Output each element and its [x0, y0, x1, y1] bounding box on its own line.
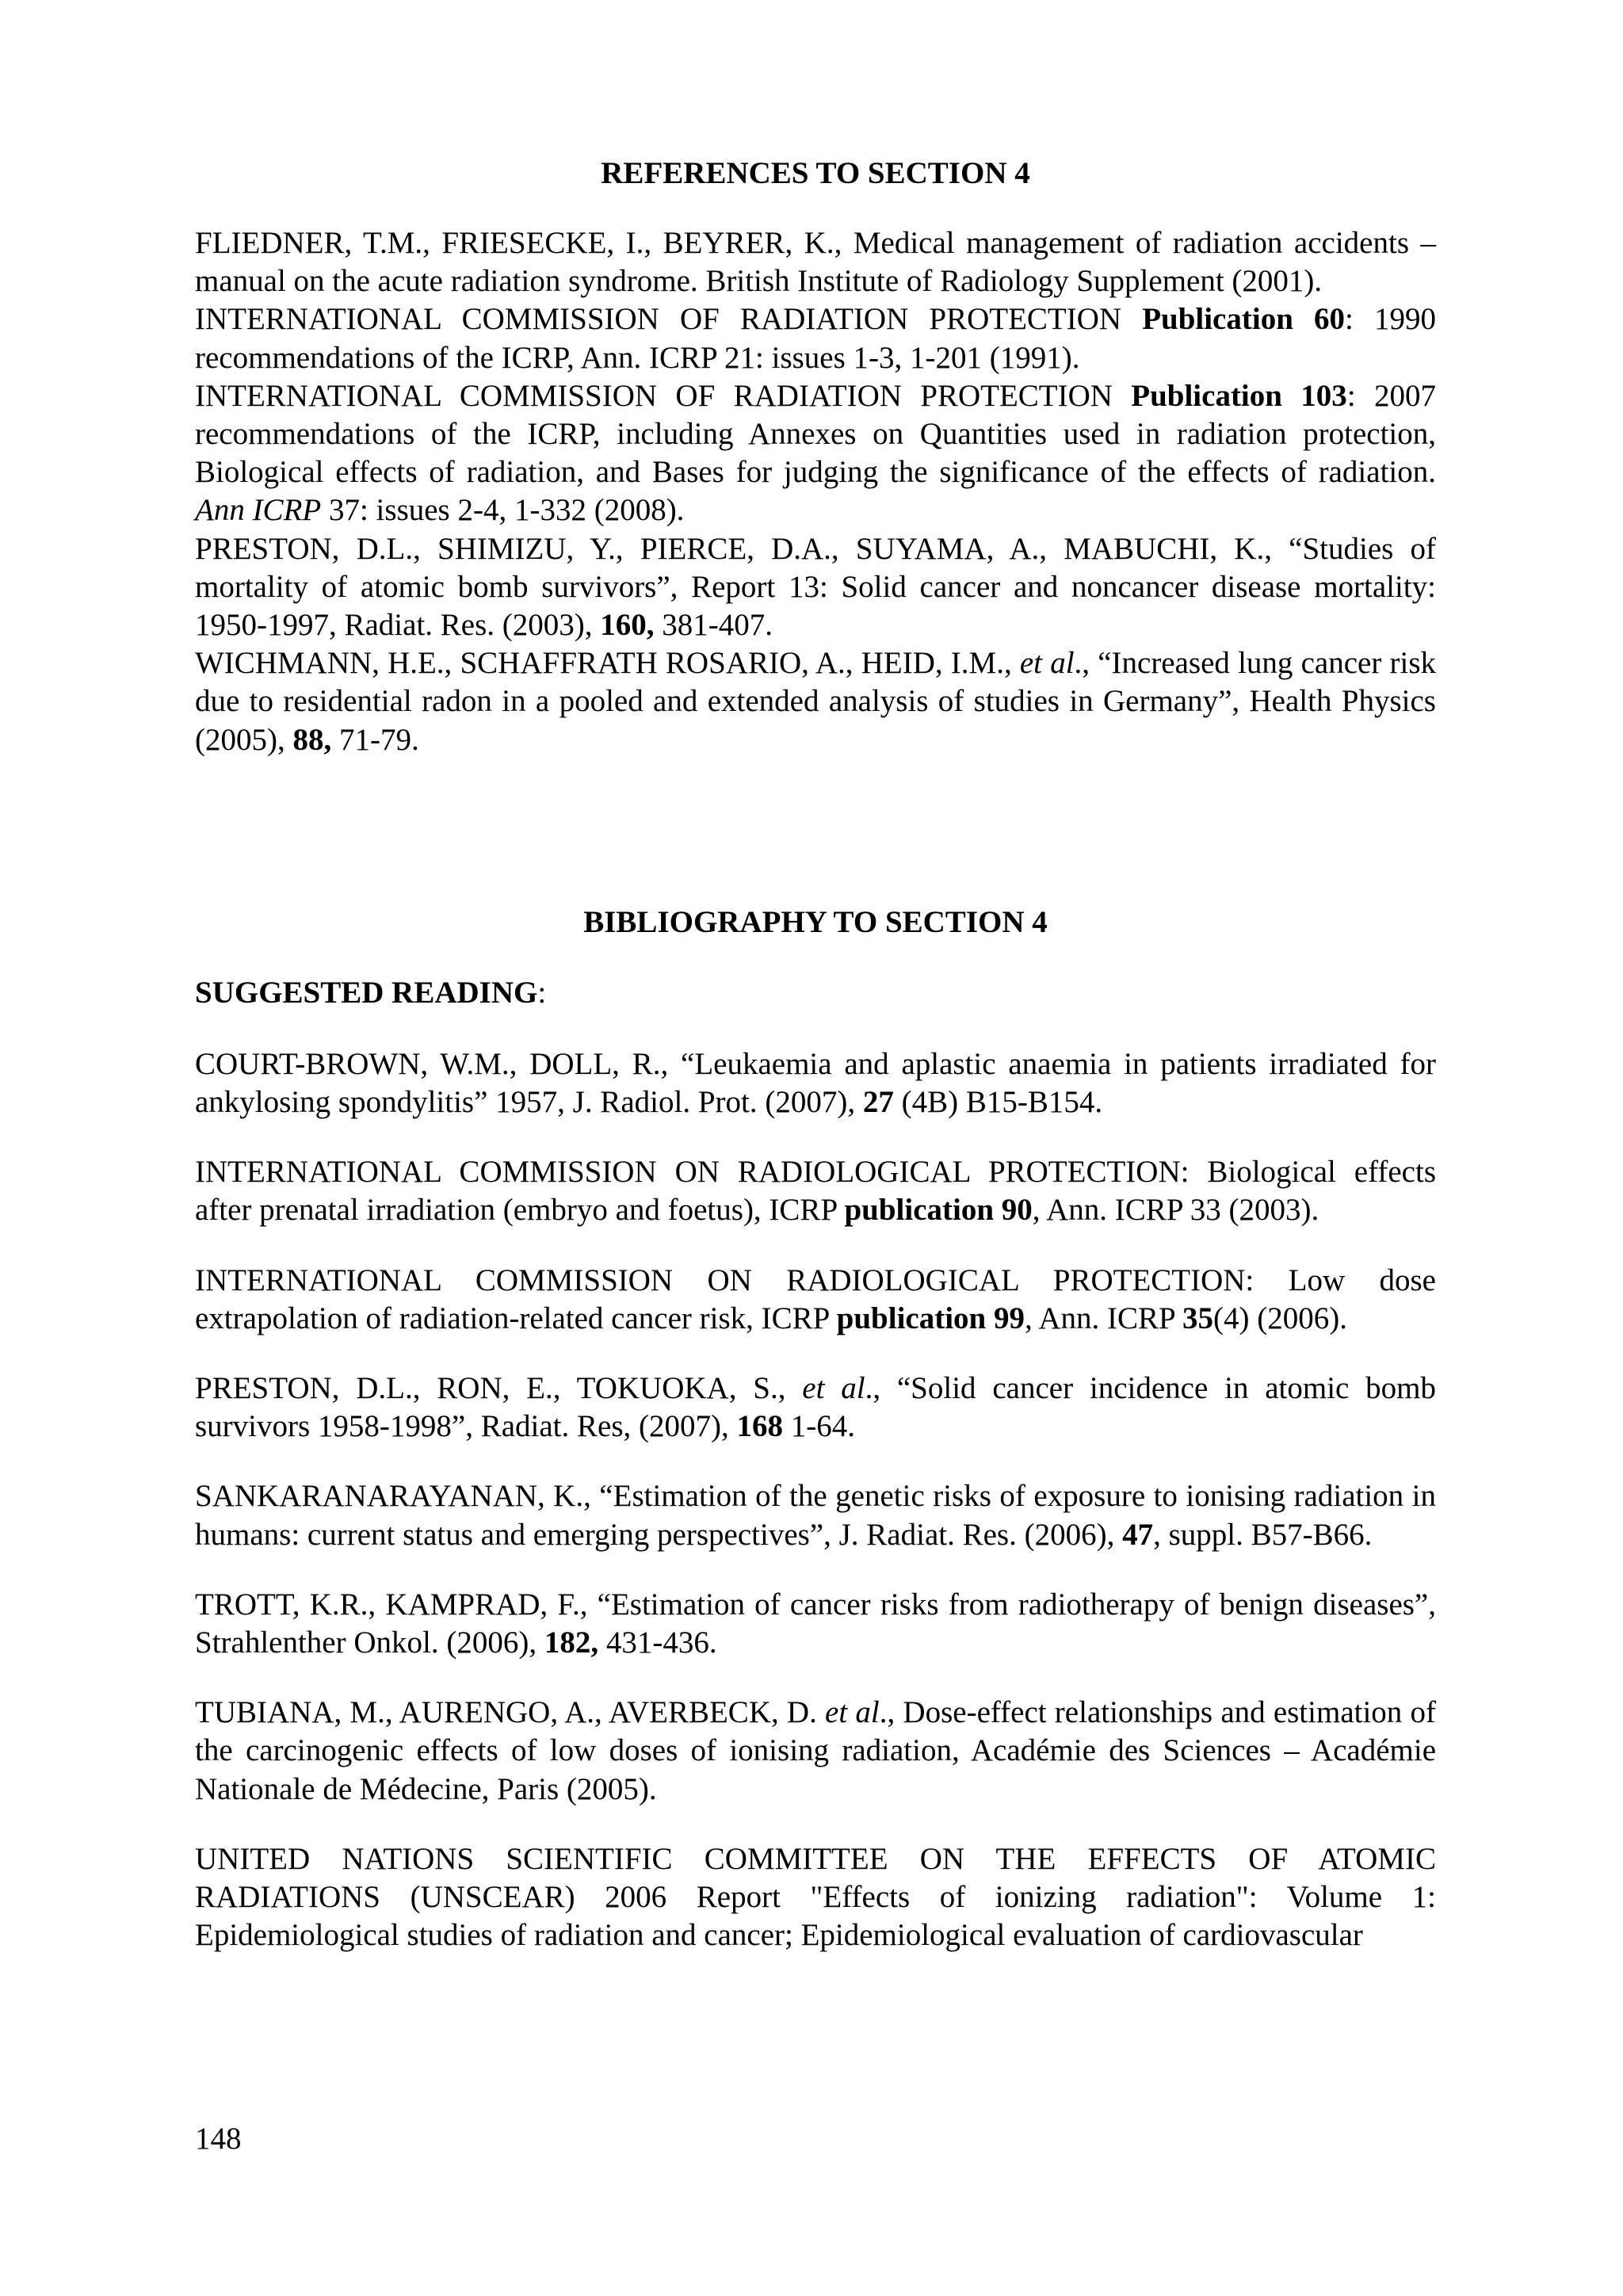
bibliography-text: UNITED NATIONS SCIENTIFIC COMMITTEE ON THE EFFECTS OF ATOMIC RADIATIONS (UNSCEAR) 2006 Report "Effects of ionizing radiation": Volume 1: Epidemiological studies of radiation and cancer; Epidemiological evaluation of cardiovascular [195, 1841, 1436, 1953]
bibliography-bold: 182, [544, 1626, 599, 1660]
bibliography-text: COURT-BROWN, W.M., DOLL, R., “Leukaemia and aplastic anaemia in patients irradiated for ankylosing spondylitis” 1957, J. Radiol. Prot. (2007), [195, 1046, 1436, 1120]
reference-text: PRESTON, D.L., SHIMIZU, Y., PIERCE, D.A., SUYAMA, A., MABUCHI, K., “Studies of mortality of atomic bomb survivors”, Report 13: Solid cancer and noncancer disease mortality: 1950-1997, Radiat. Res. (2003), [195, 531, 1436, 643]
bibliography-text: TROTT, K.R., KAMPRAD, F., “Estimation of cancer risks from radiotherapy of benign diseases”, Strahlenther Onkol. (2006), [195, 1587, 1436, 1660]
bibliography-text: , Ann. ICRP [1025, 1301, 1183, 1335]
reference-text: : 2007 recommendations of the ICRP, including Annexes on Quantities used in radiation protection, Biological effects of radiation, and Bases for judging the significance of the effects of radiation. [195, 378, 1436, 490]
reference-text: : 1990 recommendations of the ICRP, Ann. ICRP 21: issues 1-3, 1-201 (1991). [195, 302, 1436, 375]
bibliography-bold: 35 [1182, 1301, 1214, 1335]
reference-text: ., “Increased lung cancer risk due to residential radon in a pooled and extended analysis of studies in Germany”, Health Physics (2005), [195, 646, 1436, 757]
bibliography-entry-icrp-99 [195, 1262, 1436, 1338]
bibliography-text: , suppl. B57-B66. [1153, 1517, 1373, 1552]
bibliography-bold: 47 [1122, 1517, 1154, 1552]
bibliography-text: 1-64. [783, 1409, 855, 1444]
references-list [195, 224, 1436, 759]
bibliography-entry-icrp-90 [195, 1153, 1436, 1229]
bibliography-italic: et al [825, 1695, 880, 1730]
bibliography-text: INTERNATIONAL COMMISSION ON RADIOLOGICAL PROTECTION: Biological effects after prenatal irradiation (embryo and foetus), ICRP [195, 1155, 1436, 1228]
reference-text: INTERNATIONAL COMMISSION OF RADIATION PROTECTION [195, 302, 1143, 337]
bibliography-text: ., “Solid cancer incidence in atomic bomb survivors 1958-1998”, Radiat. Res, (2007), [195, 1371, 1437, 1444]
bibliography-heading: BIBLIOGRAPHY TO SECTION 4 [583, 904, 1048, 939]
reference-entry-fliedner [195, 224, 1436, 300]
reference-bold: Publication 60 [1142, 302, 1346, 337]
reference-text: INTERNATIONAL COMMISSION OF RADIATION PROTECTION [195, 378, 1132, 413]
suggested-reading-label [195, 974, 1436, 1012]
reference-italic: Ann ICRP [195, 493, 322, 528]
reference-text: 71-79. [331, 722, 419, 757]
reference-text: 381-407. [654, 608, 773, 643]
bibliography-text: PRESTON, D.L., RON, E., TOKUOKA, S., [195, 1371, 803, 1406]
references-heading: REFERENCES TO SECTION 4 [601, 156, 1030, 190]
bibliography-text: , Ann. ICRP 33 (2003). [1032, 1193, 1319, 1228]
bibliography-italic: et al [802, 1371, 865, 1406]
bibliography-entry-tubiana [195, 1694, 1436, 1809]
bibliography-bold: 27 [862, 1085, 894, 1120]
bibliography-text: 431-436. [598, 1626, 717, 1660]
bibliography-text: TUBIANA, M., AURENGO, A., AVERBECK, D. [195, 1695, 826, 1730]
page-number: 148 [195, 2122, 242, 2156]
bibliography-list [195, 1045, 1436, 1955]
reference-text: 37: issues 2-4, 1-332 (2008). [321, 493, 685, 528]
reference-bold: 160, [600, 608, 655, 643]
reference-entry-preston-2003 [195, 530, 1436, 645]
reference-bold: Publication 103 [1131, 378, 1347, 413]
bibliography-text: SANKARANARAYANAN, K., “Estimation of the genetic risks of exposure to ionising radiation in humans: current status and emerging perspectives”, J. Radiat. Res. (2006), [195, 1479, 1436, 1552]
bibliography-entry-trott [195, 1586, 1436, 1662]
bibliography-bold: 168 [736, 1409, 783, 1444]
reference-bold: 88, [292, 722, 332, 757]
reference-text: WICHMANN, H.E., SCHAFFRATH ROSARIO, A., HEID, I.M., [195, 646, 1020, 681]
reference-entry-wichmann [195, 644, 1436, 759]
bibliography-text: (4B) B15-B154. [893, 1085, 1103, 1120]
bibliography-entry-preston-2007 [195, 1370, 1436, 1446]
bibliography-text: ., Dose-effect relationships and estimation of the carcinogenic effects of low doses of ionising radiation, Académie des Sciences – Académie Nationale de Médecine, Paris (2005). [195, 1695, 1436, 1806]
reference-entry-icrp-60 [195, 300, 1436, 376]
bibliography-text: (4) (2006). [1213, 1301, 1347, 1335]
reference-entry-icrp-103 [195, 377, 1436, 530]
page-content [195, 155, 1436, 1955]
bibliography-entry-unscear [195, 1840, 1436, 1955]
bibliography-entry-court-brown [195, 1045, 1436, 1121]
bibliography-bold: publication 90 [844, 1193, 1033, 1228]
bibliography-entry-sankaranarayanan [195, 1477, 1436, 1553]
suggested-reading-text: SUGGESTED READING [195, 975, 538, 1010]
reference-italic: et al [1019, 646, 1075, 681]
suggested-reading-colon: : [537, 975, 547, 1010]
bibliography-bold: publication 99 [836, 1301, 1025, 1335]
bibliography-text: INTERNATIONAL COMMISSION ON RADIOLOGICAL PROTECTION: Low dose extrapolation of radiation-related cancer risk, ICRP [195, 1263, 1436, 1335]
reference-text: FLIEDNER, T.M., FRIESECKE, I., BEYRER, K., Medical management of radiation accidents – manual on the acute radiation syndrome. British Institute of Radiology Supplement (2001). [195, 226, 1436, 299]
